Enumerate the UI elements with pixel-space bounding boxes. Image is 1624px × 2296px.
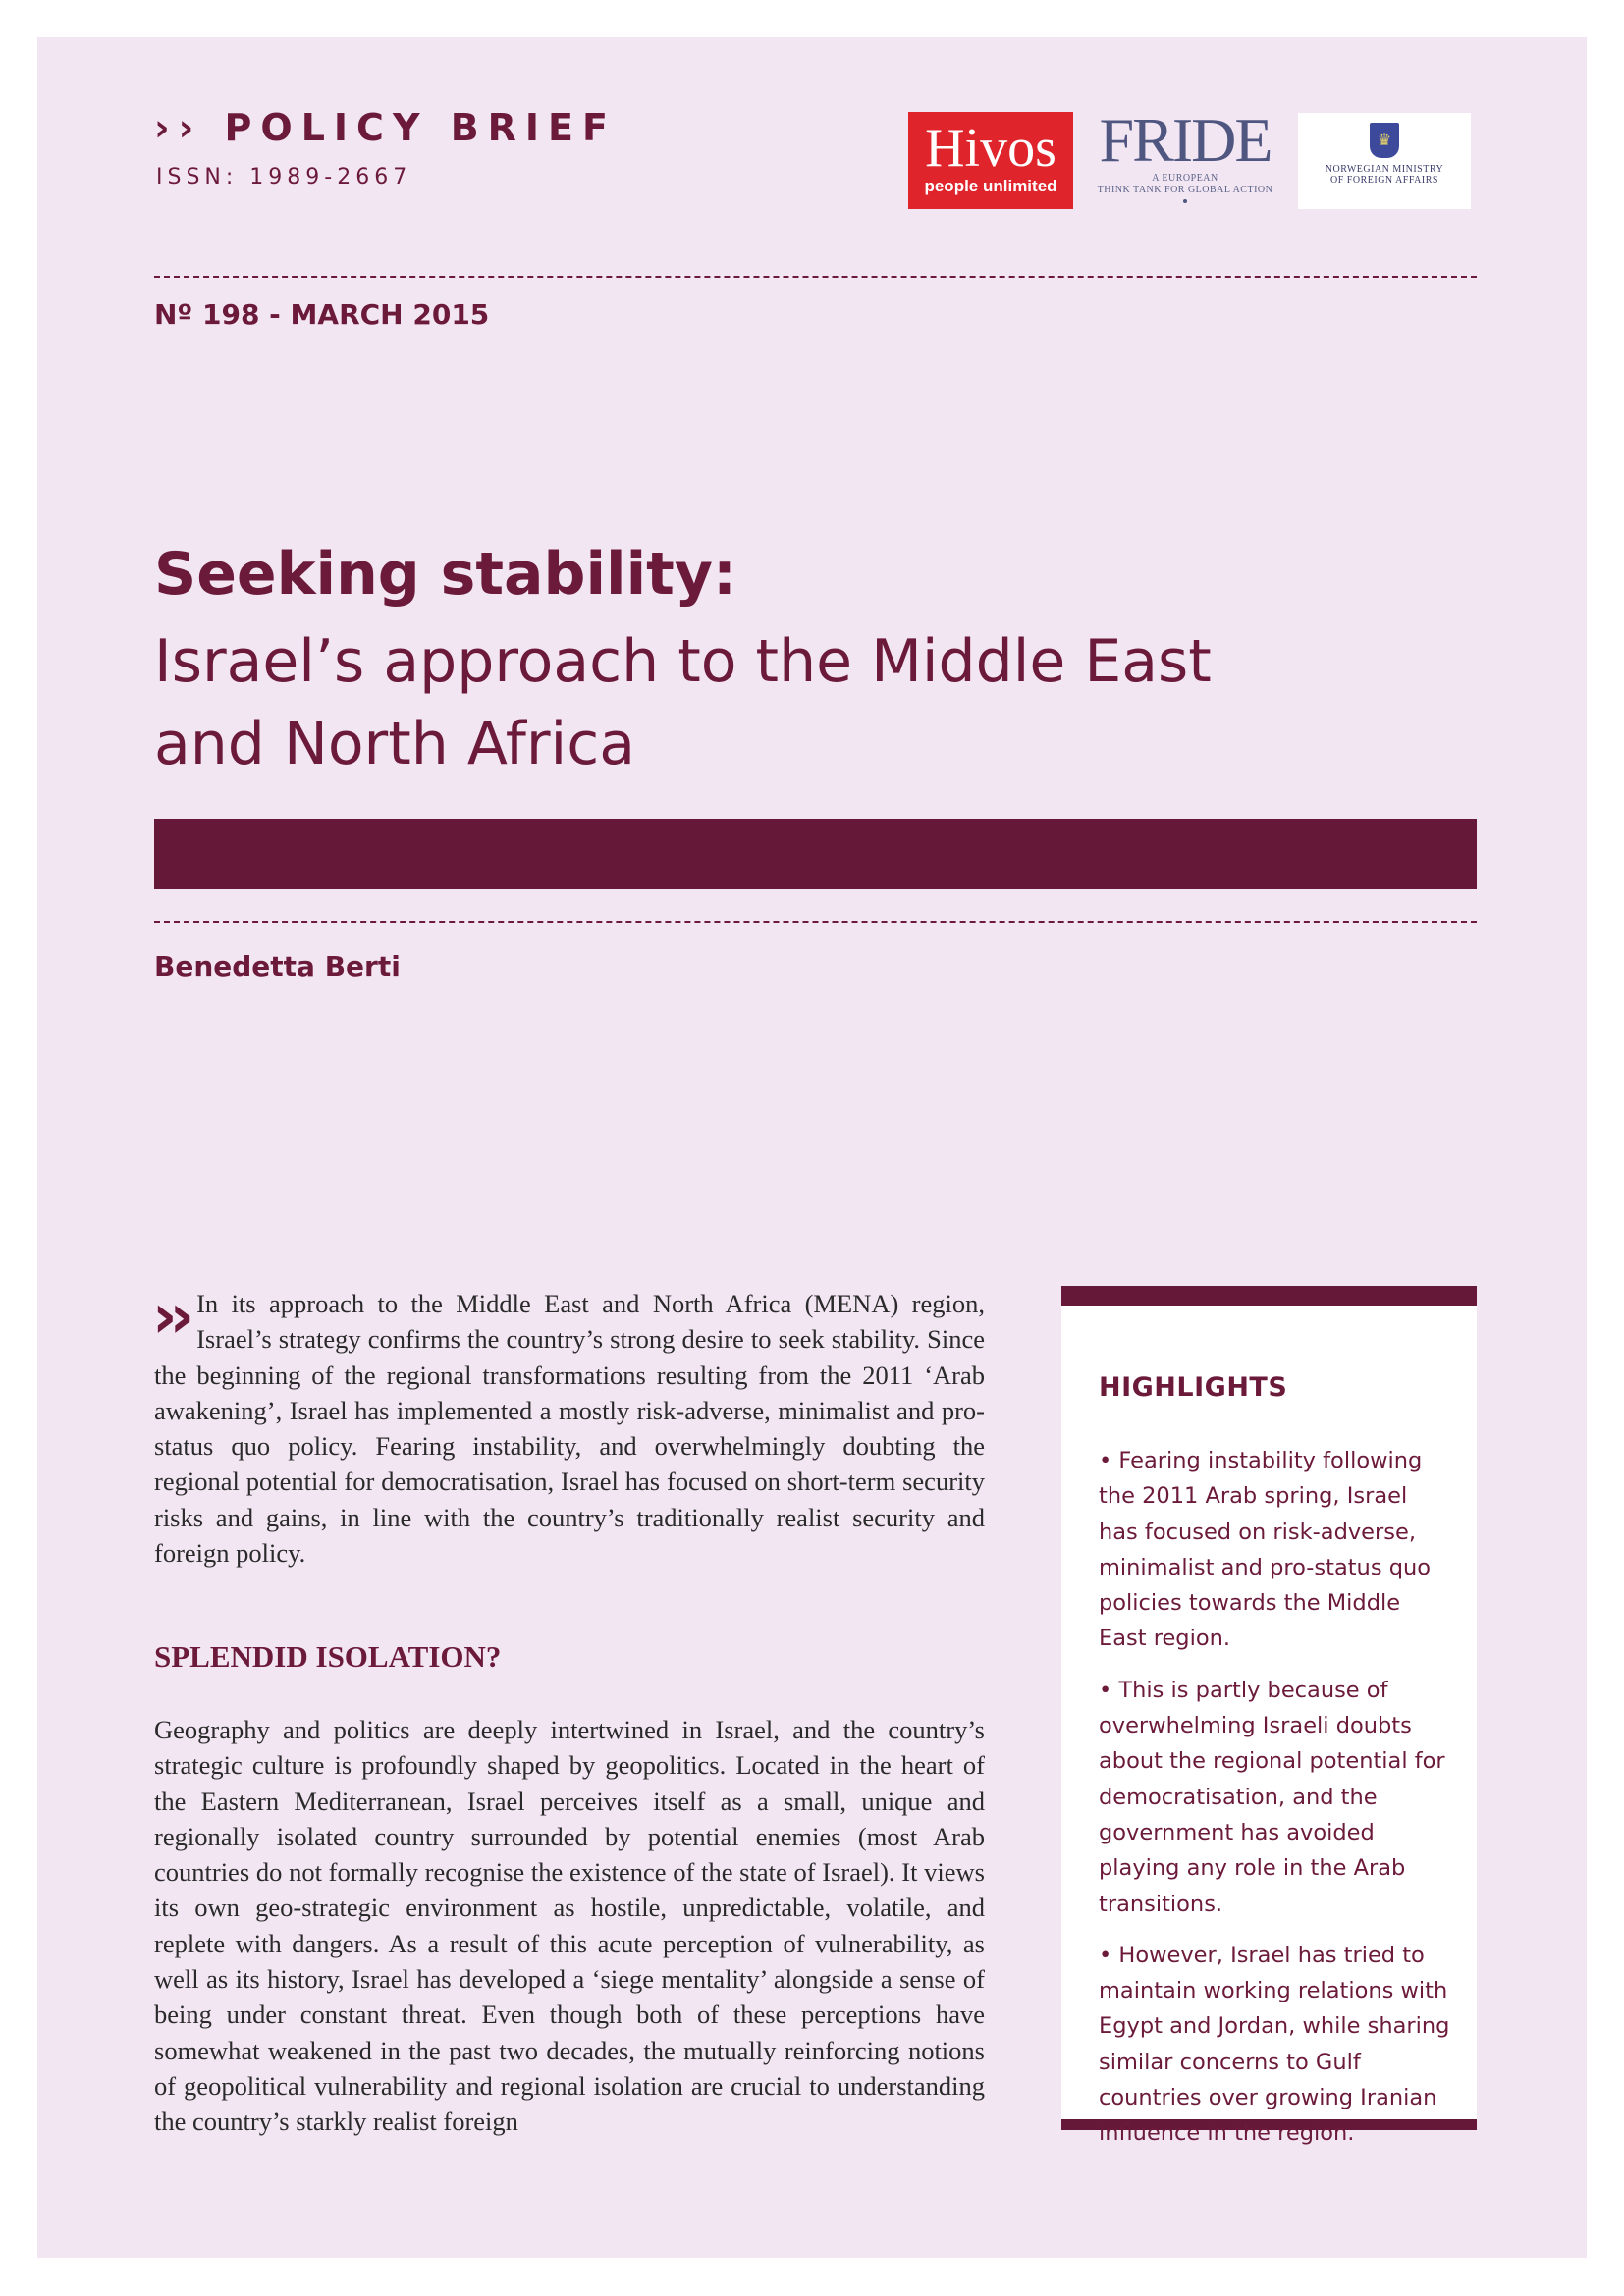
highlight-item: • This is partly because of overwhelming Israeli doubts about the regional potential for democratisation, and the government has avoided playing any role in the Arab transitions. bbox=[1099, 1677, 1445, 1917]
series-label: ›› POLICY BRIEF bbox=[154, 106, 617, 149]
author-divider bbox=[154, 921, 1477, 923]
section-heading: SPLENDID ISOLATION? bbox=[154, 1639, 502, 1674]
header-divider bbox=[154, 276, 1477, 278]
highlights-list bbox=[1099, 1443, 1452, 2167]
highlight-item: • Fearing instability following the 2011 Arab spring, Israel has focused on risk-adverse, minimalist and pro-status quo policies towards the Middle East region. bbox=[1099, 1448, 1432, 1652]
norway-logo-line-2: OF FOREIGN AFFAIRS bbox=[1330, 175, 1438, 186]
highlight-item: • However, Israel has tried to maintain working relations with Egypt and Jordan, while sharing similar concerns to Gulf countries over growing Iranian influence in the region. bbox=[1099, 1942, 1450, 2147]
highlights-title: HIGHLIGHTS bbox=[1099, 1372, 1288, 1403]
fride-logo bbox=[1092, 105, 1278, 216]
title-bar bbox=[154, 819, 1477, 889]
hivos-logo-name: Hivos bbox=[925, 118, 1056, 179]
hivos-logo bbox=[908, 112, 1073, 209]
lion-crest-icon: ♛ bbox=[1370, 123, 1399, 158]
fride-logo-tagline-1: A EUROPEAN bbox=[1152, 173, 1218, 184]
norwegian-ministry-logo bbox=[1298, 113, 1471, 209]
fride-logo-dot bbox=[1183, 199, 1187, 203]
intro-text: In its approach to the Middle East and North Africa (MENA) region, Israel’s strategy confirms the country’s strong desire to seek stability. Since the beginning of the regional transformations resulting from the 2011 ‘Arab awakening’, Israel has implemented a mostly risk-adverse, minimalist and pro-status quo policy. Fearing instability, and overwhelmingly doubting the regional potential for democratisation, Israel has focused on short-term security risks and gains, in line with the country’s traditionally realist security and foreign policy. bbox=[154, 1289, 985, 1569]
fride-logo-name: FRIDE bbox=[1099, 105, 1272, 175]
title-main: Seeking stability: bbox=[154, 540, 736, 609]
hivos-logo-tagline: people unlimited bbox=[924, 177, 1057, 195]
fride-logo-tagline-2: THINK TANK FOR GLOBAL ACTION bbox=[1097, 185, 1273, 195]
title-sub: Israel’s approach to the Middle East and North Africa bbox=[154, 627, 1212, 778]
highlights-box bbox=[1061, 1286, 1477, 2147]
issue-number: Nº 198 - MARCH 2015 bbox=[154, 298, 490, 331]
norway-logo-line-1: NORWEGIAN MINISTRY bbox=[1325, 164, 1444, 175]
section-paragraph: Geography and politics are deeply intertwined in Israel, and the country’s strategic culture is profoundly shaped by geopolitics. Located in the heart of the Eastern Mediterranean, Israel perceives itself as a small, unique and regionally isolated country surrounded by potential enemies (most Arab countries do not formally recognise the existence of the state of Israel). It views its own geo-strategic environment as hostile, unpredictable, volatile, and replete with dangers. As a result of this acute perception of vulnerability, as well as its history, Israel has developed a ‘siege mentality’ alongside a sense of being under constant threat. Even though both of these perceptions have somewhat weakened in the past two decades, the mutually reinforcing notions of geopolitical vulnerability and regional isolation are crucial to understanding the country’s starkly realist foreign bbox=[154, 1715, 985, 2137]
intro-paragraph bbox=[152, 1280, 985, 1571]
issn: ISSN: 1989-2667 bbox=[156, 165, 412, 189]
author: Benedetta Berti bbox=[154, 950, 401, 983]
chevron-mark-icon: ›› bbox=[152, 1280, 188, 1352]
